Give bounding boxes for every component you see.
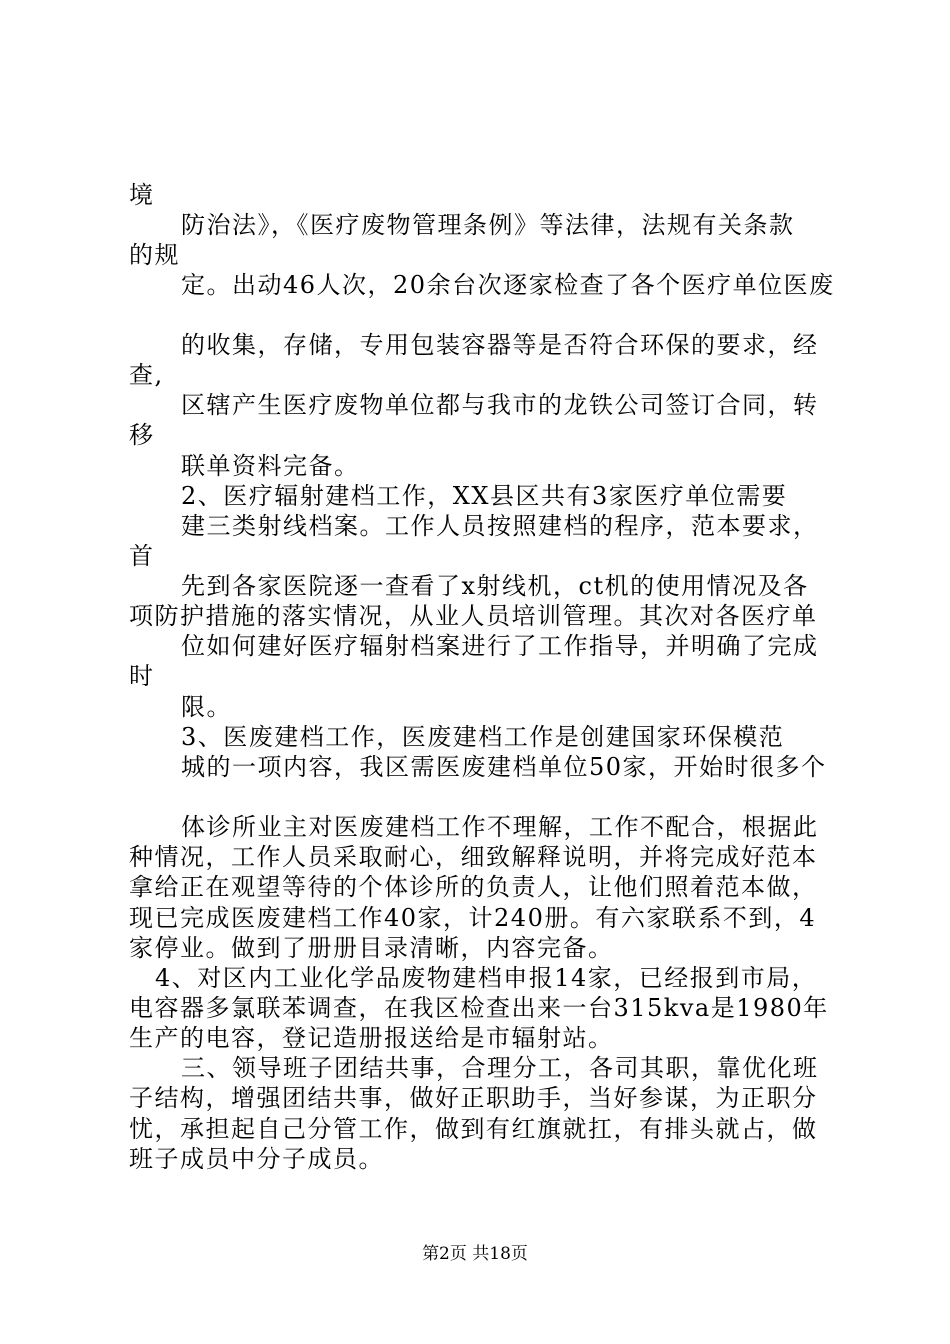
text-line: 3、医废建档工作，医废建档工作是创建国家环保模范 xyxy=(181,723,785,751)
page-number-footer: 第2页 共18页 xyxy=(422,1244,528,1264)
text-line: 联单资料完备。 xyxy=(181,452,360,480)
text-line: 忧，承担起自己分管工作，做到有红旗就扛，有排头就占，做 xyxy=(129,1115,818,1143)
text-line: 区辖产生医疗废物单位都与我市的龙铁公司签订合同，转 xyxy=(181,391,819,419)
text-line: 查, xyxy=(129,361,164,389)
text-line: 种情况，工作人员采取耐心，细致解释说明，并将完成好范本 xyxy=(129,843,818,871)
text-line: 建三类射线档案。工作人员按照建档的程序，范本要求， xyxy=(181,512,819,540)
text-line: 拿给正在观望等待的个体诊所的负责人，让他们照着范本做， xyxy=(129,873,818,901)
text-line: 城的一项内容，我区需医废建档单位50家，开始时很多个 xyxy=(181,753,827,781)
text-line: 生产的电容，登记造册报送给是市辐射站。 xyxy=(129,1024,614,1052)
text-line: 时 xyxy=(129,662,155,690)
text-line: 防治法》，《医疗废物管理条例》等法律，法规有关条款 xyxy=(181,211,795,239)
text-line: 的收集，存储，专用包装容器等是否符合环保的要求，经 xyxy=(181,331,819,359)
text-line: 境 xyxy=(129,181,155,209)
text-line: 三、领导班子团结共事，合理分工，各司其职，靠优化班 xyxy=(181,1054,819,1082)
text-line: 位如何建好医疗辐射档案进行了工作指导，并明确了完成 xyxy=(181,632,819,660)
text-line: 家停业。做到了册册目录清晰，内容完备。 xyxy=(129,934,614,962)
text-line: 4、对区内工业化学品废物建档申报14家，已经报到市局， xyxy=(155,964,818,992)
text-line: 首 xyxy=(129,542,155,570)
text-line: 定。出动46人次，20余台次逐家检查了各个医疗单位医废 xyxy=(181,271,835,299)
text-line: 2、医疗辐射建档工作，XX县区共有3家医疗单位需要 xyxy=(181,482,788,510)
text-line: 先到各家医院逐一查看了x射线机，ct机的使用情况及各 xyxy=(181,572,809,600)
text-line: 限。 xyxy=(181,693,232,721)
text-line: 子结构，增强团结共事，做好正职助手，当好参谋，为正职分 xyxy=(129,1084,818,1112)
text-line: 现已完成医废建档工作40家，计240册。有六家联系不到，4 xyxy=(129,904,817,932)
text-line: 体诊所业主对医废建档工作不理解，工作不配合，根据此 xyxy=(181,813,819,841)
text-line: 班子成员中分子成员。 xyxy=(129,1145,384,1173)
text-line: 项防护措施的落实情况，从业人员培训管理。其次对各医疗单 xyxy=(129,602,818,630)
text-line: 的规 xyxy=(129,241,180,269)
text-line: 移 xyxy=(129,421,155,449)
text-line: 电容器多氯联苯调查，在我区检查出来一台315kva是1980年 xyxy=(129,994,829,1022)
